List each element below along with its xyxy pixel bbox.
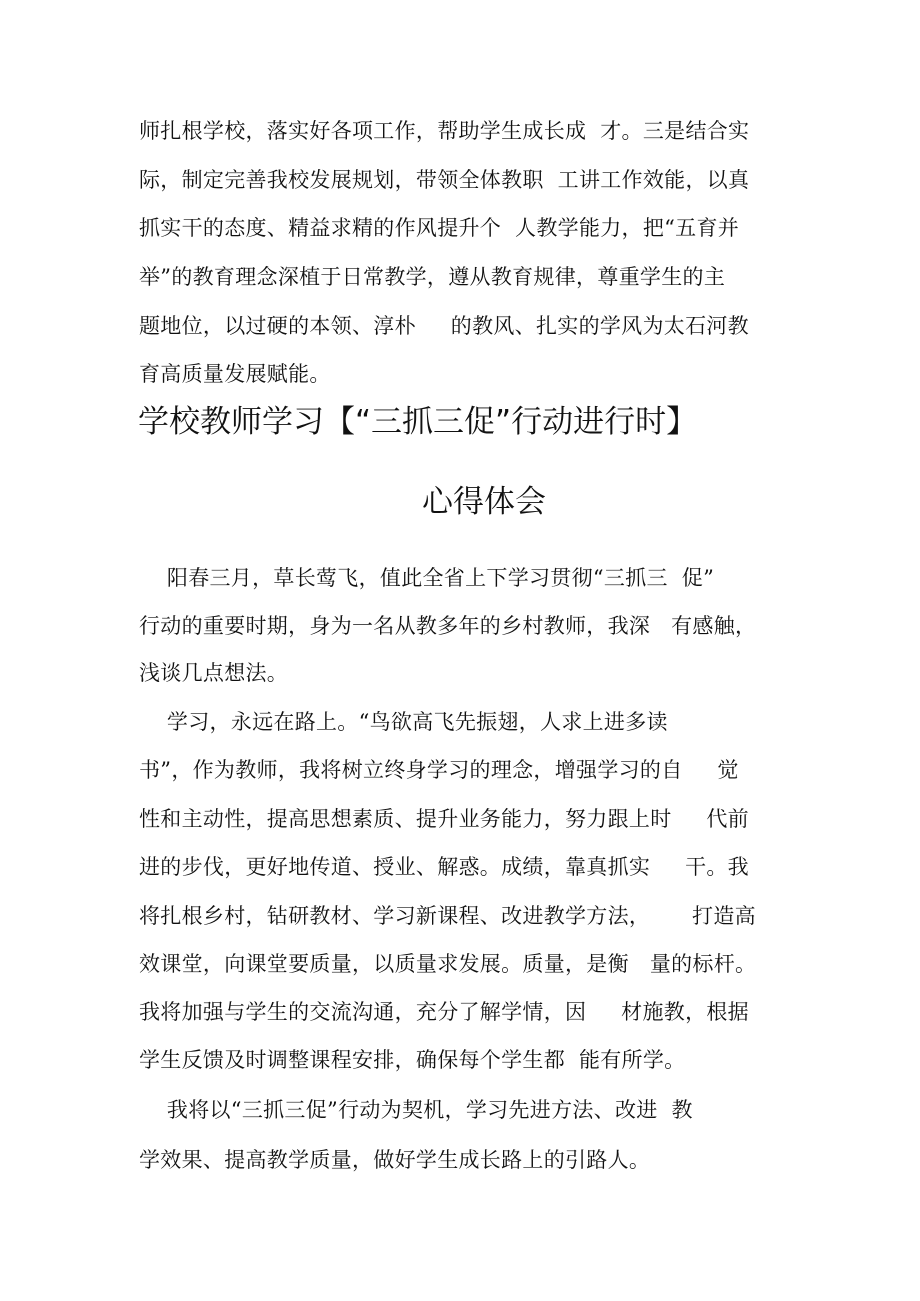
text-line: 题地位，以过硬的本领、淳朴 的教风、扎实的学风为太石河教: [139, 314, 749, 338]
text-line: 举”的教育理念深植于日常教学，遵从教育规律，尊重学生的主: [139, 265, 726, 289]
text-line: 育高质量发展赋能。: [139, 362, 331, 386]
text-line: 性和主动性，提高思想素质、提升业务能力，努力跟上时 代前: [139, 807, 749, 831]
text-line: 抓实干的态度、精益求精的作风提升个 人教学能力，把“五育并: [139, 216, 740, 240]
text-line: 浅谈几点想法。: [139, 661, 289, 685]
text-line: 行动的重要时期，身为一名从教多年的乡村教师，我深 有感触，: [139, 614, 757, 638]
article-title-line1: 学校教师学习【“三抓三促”行动进行时】: [138, 404, 698, 440]
text-line: 我将以“三抓三促”行动为契机，学习先进方法、改进 教: [139, 1098, 693, 1122]
text-line: 进的步伐，更好地传道、授业、解惑。成绩，靠真抓实 干。我: [139, 855, 749, 879]
text-line: 书”，作为教师，我将树立终身学习的理念，增强学习的自 觉: [139, 758, 739, 782]
text-line: 学生反馈及时调整课程安排，确保每个学生都 能有所学。: [139, 1048, 686, 1072]
text-line: 将扎根乡村，钻研教材、学习新课程、改进教学方法， 打造高: [139, 904, 756, 928]
text-line: 际，制定完善我校发展规划，带领全体教职 工讲工作效能，以真: [139, 168, 750, 192]
text-line: 我将加强与学生的交流沟通，充分了解学情，因 材施教，根据: [139, 1000, 749, 1024]
text-line: 学习，永远在路上。“鸟欲高飞先振翅，人求上进多读: [139, 710, 668, 734]
article-title-line2: 心得体会: [422, 484, 546, 520]
text-line: 师扎根学校，落实好各项工作，帮助学生成长成 才。三是结合实: [139, 119, 750, 143]
text-line: 学效果、提高教学质量，做好学生成长路上的引路人。: [139, 1148, 651, 1172]
text-line: 效课堂，向课堂要质量，以质量求发展。质量，是衡 量的标杆。: [139, 952, 757, 976]
text-line: 阳春三月，草长莺飞，值此全省上下学习贯彻“三抓三 促”: [139, 566, 715, 590]
